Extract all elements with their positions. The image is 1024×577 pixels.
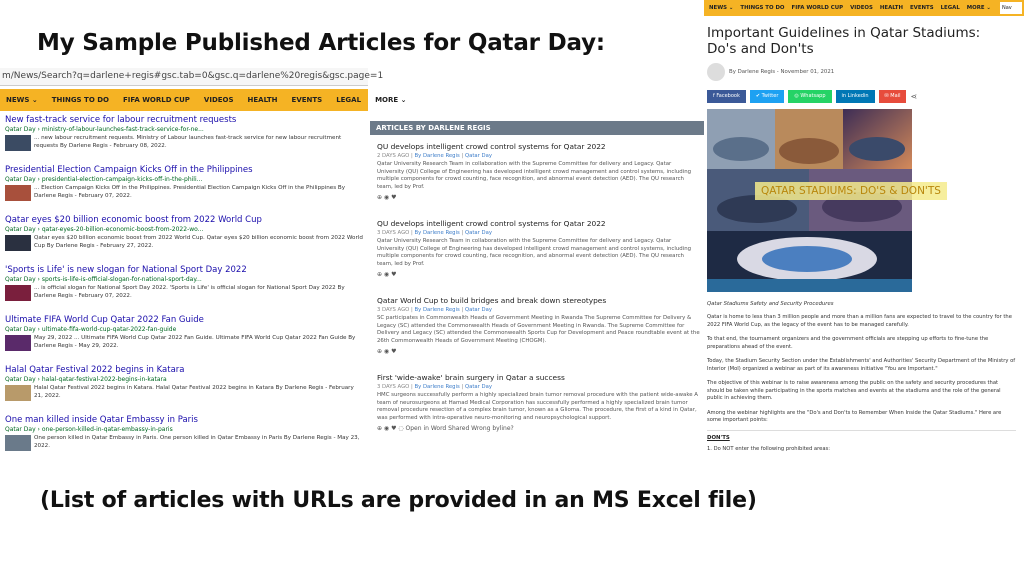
- search-result: [0, 211, 368, 261]
- article-title: Important Guidelines in Qatar Stadiums: Do's and Don'ts: [707, 25, 981, 57]
- result-thumbnail: [5, 285, 31, 301]
- result-title-link[interactable]: Halal Qatar Festival 2022 begins in Katara: [5, 365, 185, 375]
- nav-item[interactable]: LEGAL: [940, 5, 960, 11]
- article-title-link[interactable]: QU develops intelligent crowd control systems for Qatar 2022: [377, 142, 606, 151]
- nav-item[interactable]: NEWS ⌄: [6, 96, 38, 104]
- share-more-icon[interactable]: ⋖: [910, 92, 918, 101]
- article-author-link[interactable]: By Darlene Regis: [414, 153, 460, 159]
- article-share-icons[interactable]: ⊕ ◉ ♥ ◌ Open in Word Shared Wrong byline?: [377, 425, 514, 432]
- result-title-link[interactable]: 'Sports is Life' is new slogan for National Sport Day 2022: [5, 265, 247, 275]
- article-item: [370, 289, 704, 366]
- search-result: [0, 161, 368, 211]
- article-page-screenshot: [704, 0, 1024, 466]
- result-snippet: Halal Qatar Festival 2022 begins in Katara. Halal Qatar Festival 2022 begins in Katara By Darlene Regis - February 21, 2022.: [34, 385, 354, 399]
- result-url: Qatar Day › qatar-eyes-20-billion-economic-boost-from-2022-wo...: [5, 226, 204, 233]
- nav-item[interactable]: MORE ⌄: [375, 96, 407, 104]
- result-snippet: May 29, 2022 ... Ultimate FIFA World Cup Qatar 2022 Fan Guide. Ultimate FIFA World Cup Qatar 2022 Fan Guide By Darlene Regis - May 29, 2022.: [34, 335, 356, 349]
- article-paragraph: To that end, the tournament organizers and the government officials are stepping up efforts to fine-tune the preparations ahead of the event.: [707, 336, 989, 350]
- nav-item[interactable]: FIFA WORLD CUP: [122, 96, 190, 104]
- result-snippet: Qatar eyes $20 billion economic boost from 2022 World Cup. Qatar eyes $20 billion economic boost from 2022 World Cup By Darlene Regis - February 27, 2022.: [34, 235, 363, 249]
- result-title-link[interactable]: New fast-track service for labour recruitment requests: [5, 115, 237, 125]
- stadium-collage-graphic: [707, 109, 912, 292]
- image-overlay-title: QATAR STADIUMS: DO'S & DON'TS: [755, 182, 947, 200]
- nav-item[interactable]: THINGS TO DO: [740, 5, 785, 11]
- mail-share-button[interactable]: ✉ Mail: [879, 90, 907, 103]
- search-result: [0, 361, 368, 411]
- whatsapp-share-button[interactable]: ◎ Whatsapp: [788, 90, 831, 103]
- result-snippet: ... new labour recruitment requests. Ministry of Labour launches fast-track service for new labour recruitment requests By Darlene Regis - February 08, 2022.: [34, 135, 342, 149]
- site-nav: [704, 0, 1024, 16]
- article-meta: 3 DAYS AGO | By Darlene Regis | Qatar Day: [377, 307, 492, 313]
- author-line: By Darlene Regis - November 01, 2021: [729, 69, 835, 75]
- result-snippet: ... Election Campaign Kicks Off in the Philippines. Presidential Election Campaign Kicks Off in the Philippines By Darlene Regis - February 07, 2022.: [34, 185, 346, 199]
- result-url: Qatar Day › halal-qatar-festival-2022-begins-in-katara: [5, 376, 167, 383]
- search-result: [0, 261, 368, 311]
- result-url: Qatar Day › ultimate-fifa-world-cup-qatar-2022-fan-guide: [5, 326, 177, 333]
- nav-item[interactable]: EVENTS: [910, 5, 934, 11]
- article-meta: 3 DAYS AGO | By Darlene Regis | Qatar Day: [377, 384, 492, 390]
- article-paragraph: The objective of this webinar is to raise awareness among the public on the safety and security procedures that should be taken while participating in the sports matches and events at the stadiums and the role of the general public in achieving them.: [707, 380, 1001, 401]
- search-result: [0, 411, 368, 461]
- search-result: [0, 111, 368, 161]
- image-caption: Qatar Stadiums Safety and Security Procedures: [707, 301, 834, 307]
- nav-item[interactable]: VIDEOS: [203, 96, 234, 104]
- result-url: Qatar Day › presidential-election-campaign-kicks-off-in-the-phili...: [5, 176, 203, 183]
- article-item: [370, 135, 704, 212]
- article-paragraph: Among the webinar highlights are the "Do's and Don'ts to Remember When Inside the Qatar Stadiums." Here are some important points:: [707, 409, 1002, 423]
- article-title-link[interactable]: QU develops intelligent crowd control systems for Qatar 2022: [377, 219, 606, 228]
- slide-footer: (List of articles with URLs are provided in an MS Excel file): [40, 488, 757, 513]
- article-author-link[interactable]: By Darlene Regis: [414, 230, 460, 236]
- result-url: Qatar Day › one-person-killed-in-qatar-embassy-in-paris: [5, 426, 173, 433]
- article-item: [370, 366, 704, 443]
- article-date: 3 DAYS AGO: [377, 384, 410, 390]
- search-results-list: [0, 111, 368, 461]
- article-title-link[interactable]: Qatar World Cup to build bridges and break down stereotypes: [377, 296, 607, 305]
- article-category-link[interactable]: Qatar Day: [464, 153, 492, 159]
- nav-item[interactable]: FIFA WORLD CUP: [791, 5, 844, 11]
- facebook-share-button[interactable]: f Facebook: [707, 90, 746, 103]
- article-excerpt: HMC surgeons successfully perform a highly specialized brain tumor removal procedure with the patient wide-awake A team of neurosurgeons at Hamad Medical Corporation has successfully performed a highly specialized brain tumor removal procedure resection of a complex brain tumor, known as a Glioma. The procedure, the first of a kind in Qatar, was performed with intra-operative neuro-monitoring and neuropsychological support.: [377, 392, 698, 421]
- stadiums-collage-image: [707, 109, 941, 292]
- article-excerpt: Qatar University Research Team in collaboration with the Supreme Committee for delivery and Legacy. Qatar University (QU) College of Engineering has developed intelligent crowd management and control systems, including multiple components for crowd counting, face recognition, and abnormal event detection (AED). The QU research team, led by Prof.: [377, 238, 692, 267]
- result-url: Qatar Day › sports-is-life-is-official-slogan-for-national-sport-day...: [5, 276, 202, 283]
- article-date: 3 DAYS AGO: [377, 307, 410, 313]
- twitter-share-button[interactable]: ✔ Twitter: [750, 90, 785, 103]
- result-thumbnail: [5, 335, 31, 351]
- result-thumbnail: [5, 435, 31, 451]
- site-nav: [0, 89, 407, 111]
- article-share-icons[interactable]: ⊕ ◉ ♥: [377, 271, 397, 278]
- nav-item[interactable]: EVENTS: [291, 96, 323, 104]
- result-title-link[interactable]: Ultimate FIFA World Cup Qatar 2022 Fan Guide: [5, 315, 204, 325]
- article-date: 2 DAYS AGO: [377, 153, 410, 159]
- result-snippet: ... is official slogan for National Sport Day 2022. 'Sports is Life' is official slogan for National Sport Day 2022 By Darlene Regis - February 07, 2022.: [34, 285, 345, 299]
- article-share-icons[interactable]: ⊕ ◉ ♥: [377, 194, 397, 201]
- nav-item[interactable]: LEGAL: [336, 96, 362, 104]
- article-category-link[interactable]: Qatar Day: [464, 230, 492, 236]
- address-bar[interactable]: m/News/Search?q=darlene+regis#gsc.tab=0&gsc.q=darlene%20regis&gsc.page=1: [0, 68, 368, 86]
- nav-item[interactable]: VIDEOS: [850, 5, 873, 11]
- share-bar: [707, 90, 1024, 103]
- nav-item[interactable]: MORE ⌄: [966, 5, 991, 11]
- article-author-link[interactable]: By Darlene Regis: [414, 384, 460, 390]
- result-snippet: One person killed in Qatar Embassy in Paris. One person killed in Qatar Embassy in Paris By Darlene Regis - May 23, 2022.: [34, 435, 360, 449]
- result-thumbnail: [5, 385, 31, 401]
- article-date: 3 DAYS AGO: [377, 230, 410, 236]
- article-byline: [707, 63, 1024, 81]
- article-paragraph: Qatar is home to less than 3 million people and more than a million fans are expected to travel to the country for the 2022 FIFA World Cup, as the legacy of the event has to be managed carefully.: [707, 314, 1012, 328]
- article-meta: 3 DAYS AGO | By Darlene Regis | Qatar Day: [377, 230, 492, 236]
- article-share-icons[interactable]: ⊕ ◉ ♥: [377, 348, 397, 355]
- author-section-header: ARTICLES BY DARLENE REGIS: [370, 121, 704, 135]
- article-excerpt: SC participates in Commonwealth Heads of Government Meeting in Rwanda The Supreme Committee for Delivery & Legacy (SC) attended the Commonwealth Heads of Government Meeting in Rwanda. The Supreme Committee for Delivery and Legacy (SC) attended the Commonwealth Sports Cup for Development and Peace roundtable event at the 26th Commonwealth Heads of Government Meeting (CHOGM).: [377, 315, 700, 344]
- nav-item[interactable]: HEALTH: [247, 96, 278, 104]
- nav-item[interactable]: NEWS ⌄: [709, 5, 734, 11]
- result-thumbnail: [5, 185, 31, 201]
- nav-item[interactable]: THINGS TO DO: [51, 96, 109, 104]
- result-title-link[interactable]: Presidential Election Campaign Kicks Off in the Philippines: [5, 165, 253, 175]
- divider: [707, 430, 1016, 431]
- result-thumbnail: [5, 135, 31, 151]
- article-paragraph: Today, the Stadium Security Section under the Establishments' and Authorities' Security Department of the Ministry of Interior (MoI) organized a webinar as part of its awareness initiative "You are Important.": [707, 358, 1016, 372]
- search-input[interactable]: Nav: [1000, 2, 1022, 14]
- nav-item[interactable]: HEALTH: [879, 5, 903, 11]
- article-category-link[interactable]: Qatar Day: [464, 384, 492, 390]
- slide-heading: My Sample Published Articles for Qatar Day:: [37, 30, 605, 56]
- donts-heading: DON'TS: [707, 434, 730, 441]
- result-url: Qatar Day › ministry-of-labour-launches-fast-track-service-for-ne...: [5, 126, 204, 133]
- author-page-screenshot: [370, 121, 704, 458]
- article-title-link[interactable]: First 'wide-awake' brain surgery in Qatar a success: [377, 373, 565, 382]
- donts-list-item: 1. Do NOT enter the following prohibited areas:: [707, 445, 830, 452]
- article-category-link[interactable]: Qatar Day: [464, 307, 492, 313]
- linkedin-share-button[interactable]: in Linkedin: [836, 90, 875, 103]
- result-thumbnail: [5, 235, 31, 251]
- author-avatar-icon: [707, 63, 725, 81]
- result-title-link[interactable]: One man killed inside Qatar Embassy in Paris: [5, 415, 198, 425]
- article-item: [370, 212, 704, 289]
- article-author-link[interactable]: By Darlene Regis: [414, 307, 460, 313]
- article-excerpt: Qatar University Research Team in collaboration with the Supreme Committee for delivery and Legacy. Qatar University (QU) College of Engineering has developed intelligent crowd management and control systems, including multiple components for crowd counting, face recognition, and abnormal event detection (AED). The QU research team, led by Prof.: [377, 161, 692, 190]
- search-result: [0, 311, 368, 361]
- article-meta: 2 DAYS AGO | By Darlene Regis | Qatar Day: [377, 153, 492, 159]
- result-title-link[interactable]: Qatar eyes $20 billion economic boost from 2022 World Cup: [5, 215, 262, 225]
